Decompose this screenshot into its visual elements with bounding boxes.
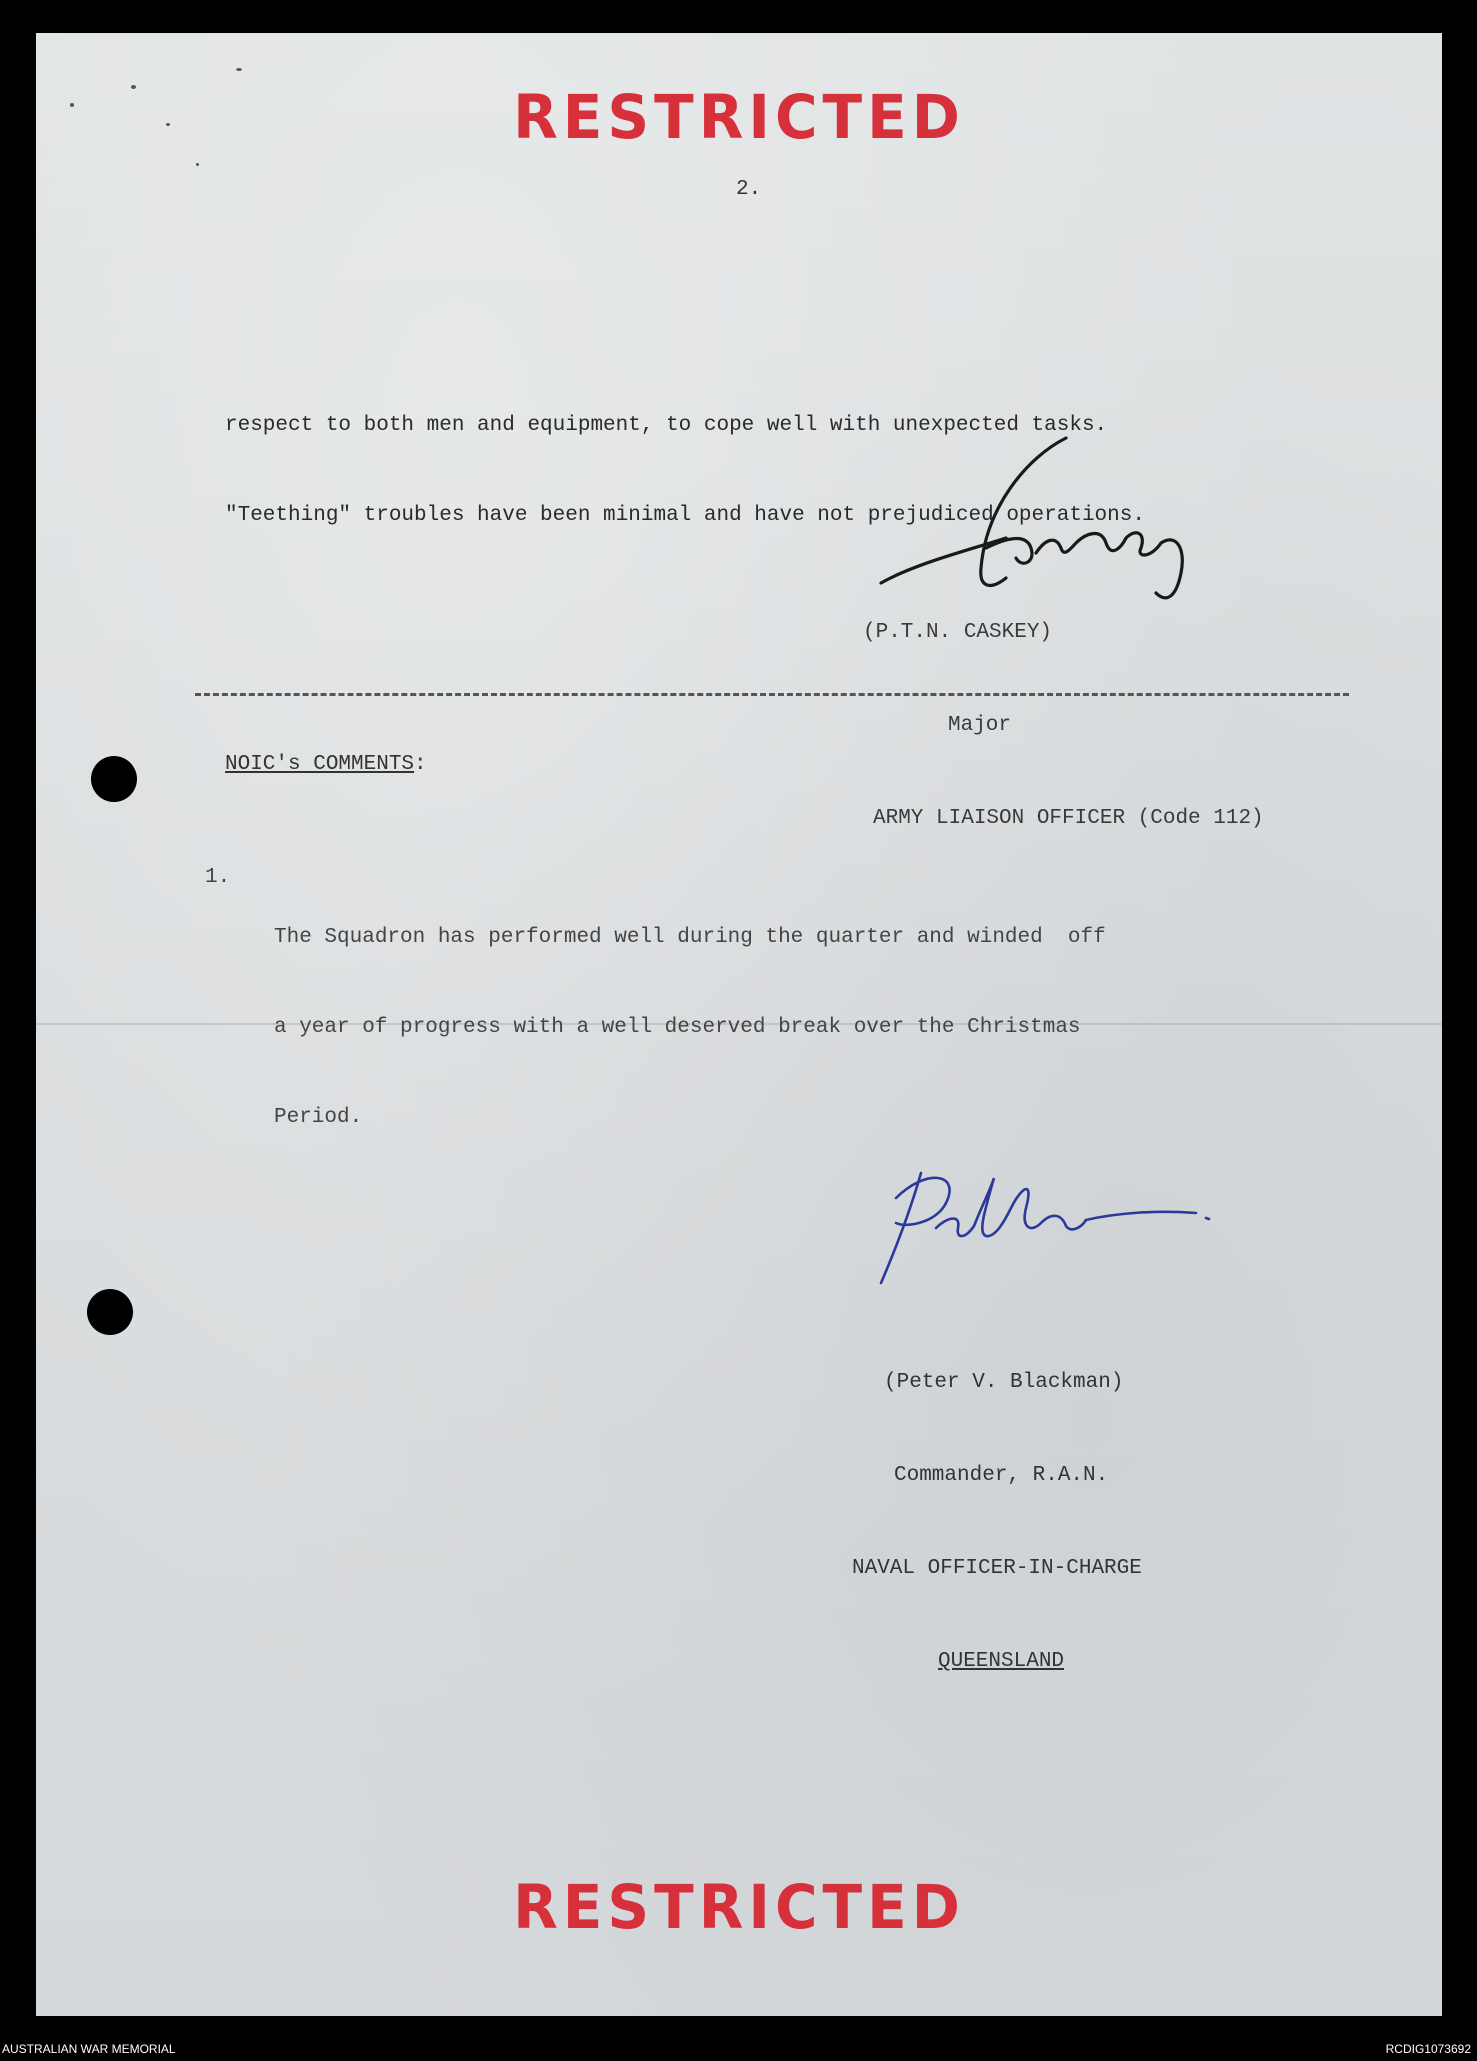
document-page bbox=[36, 33, 1442, 2016]
signatory1-rank: Major bbox=[948, 714, 1012, 737]
comments-heading-text: NOIC's COMMENTS bbox=[225, 753, 415, 776]
footer-archive-name: AUSTRALIAN WAR MEMORIAL bbox=[2, 2042, 176, 2056]
paper-speck bbox=[196, 163, 199, 166]
signatory2-location: QUEENSLAND bbox=[938, 1650, 1065, 1673]
signatory1-block bbox=[863, 555, 1264, 896]
signatory2-title: NAVAL OFFICER-IN-CHARGE bbox=[852, 1557, 1142, 1580]
comment-line: a year of progress with a well deserved break over the Christmas bbox=[274, 1016, 1081, 1039]
footer-record-id: RCDIG1073692 bbox=[1385, 2042, 1471, 2056]
comment-paragraph bbox=[274, 863, 1106, 1193]
body-line: respect to both men and equipment, to cope well with unexpected tasks. bbox=[225, 414, 1108, 437]
signatory1-title: ARMY LIAISON OFFICER (Code 112) bbox=[873, 807, 1264, 830]
body-line: "Teething" troubles have been minimal and have not prejudiced operations. bbox=[225, 504, 1145, 527]
comments-heading-colon: : bbox=[414, 753, 427, 776]
section-divider bbox=[195, 693, 1349, 696]
signatory2-rank: Commander, R.A.N. bbox=[894, 1464, 1109, 1487]
signatory2-block bbox=[852, 1305, 1142, 1739]
punch-hole-upper bbox=[91, 756, 137, 802]
restricted-stamp-top: RESTRICTED bbox=[513, 81, 965, 153]
signatory2-name: (Peter V. Blackman) bbox=[884, 1371, 1124, 1394]
page-number: 2. bbox=[736, 178, 762, 201]
punch-hole-lower bbox=[87, 1289, 133, 1335]
restricted-stamp-bottom: RESTRICTED bbox=[513, 1871, 965, 1943]
blackman-signature bbox=[866, 1158, 1226, 1298]
comment-number: 1. bbox=[205, 866, 231, 889]
comment-line: The Squadron has performed well during the quarter and winded off bbox=[274, 926, 1106, 949]
signatory1-name: (P.T.N. CASKEY) bbox=[863, 621, 1053, 644]
comment-line: Period. bbox=[274, 1106, 363, 1129]
paper-speck bbox=[236, 68, 242, 71]
comments-heading bbox=[225, 753, 427, 776]
